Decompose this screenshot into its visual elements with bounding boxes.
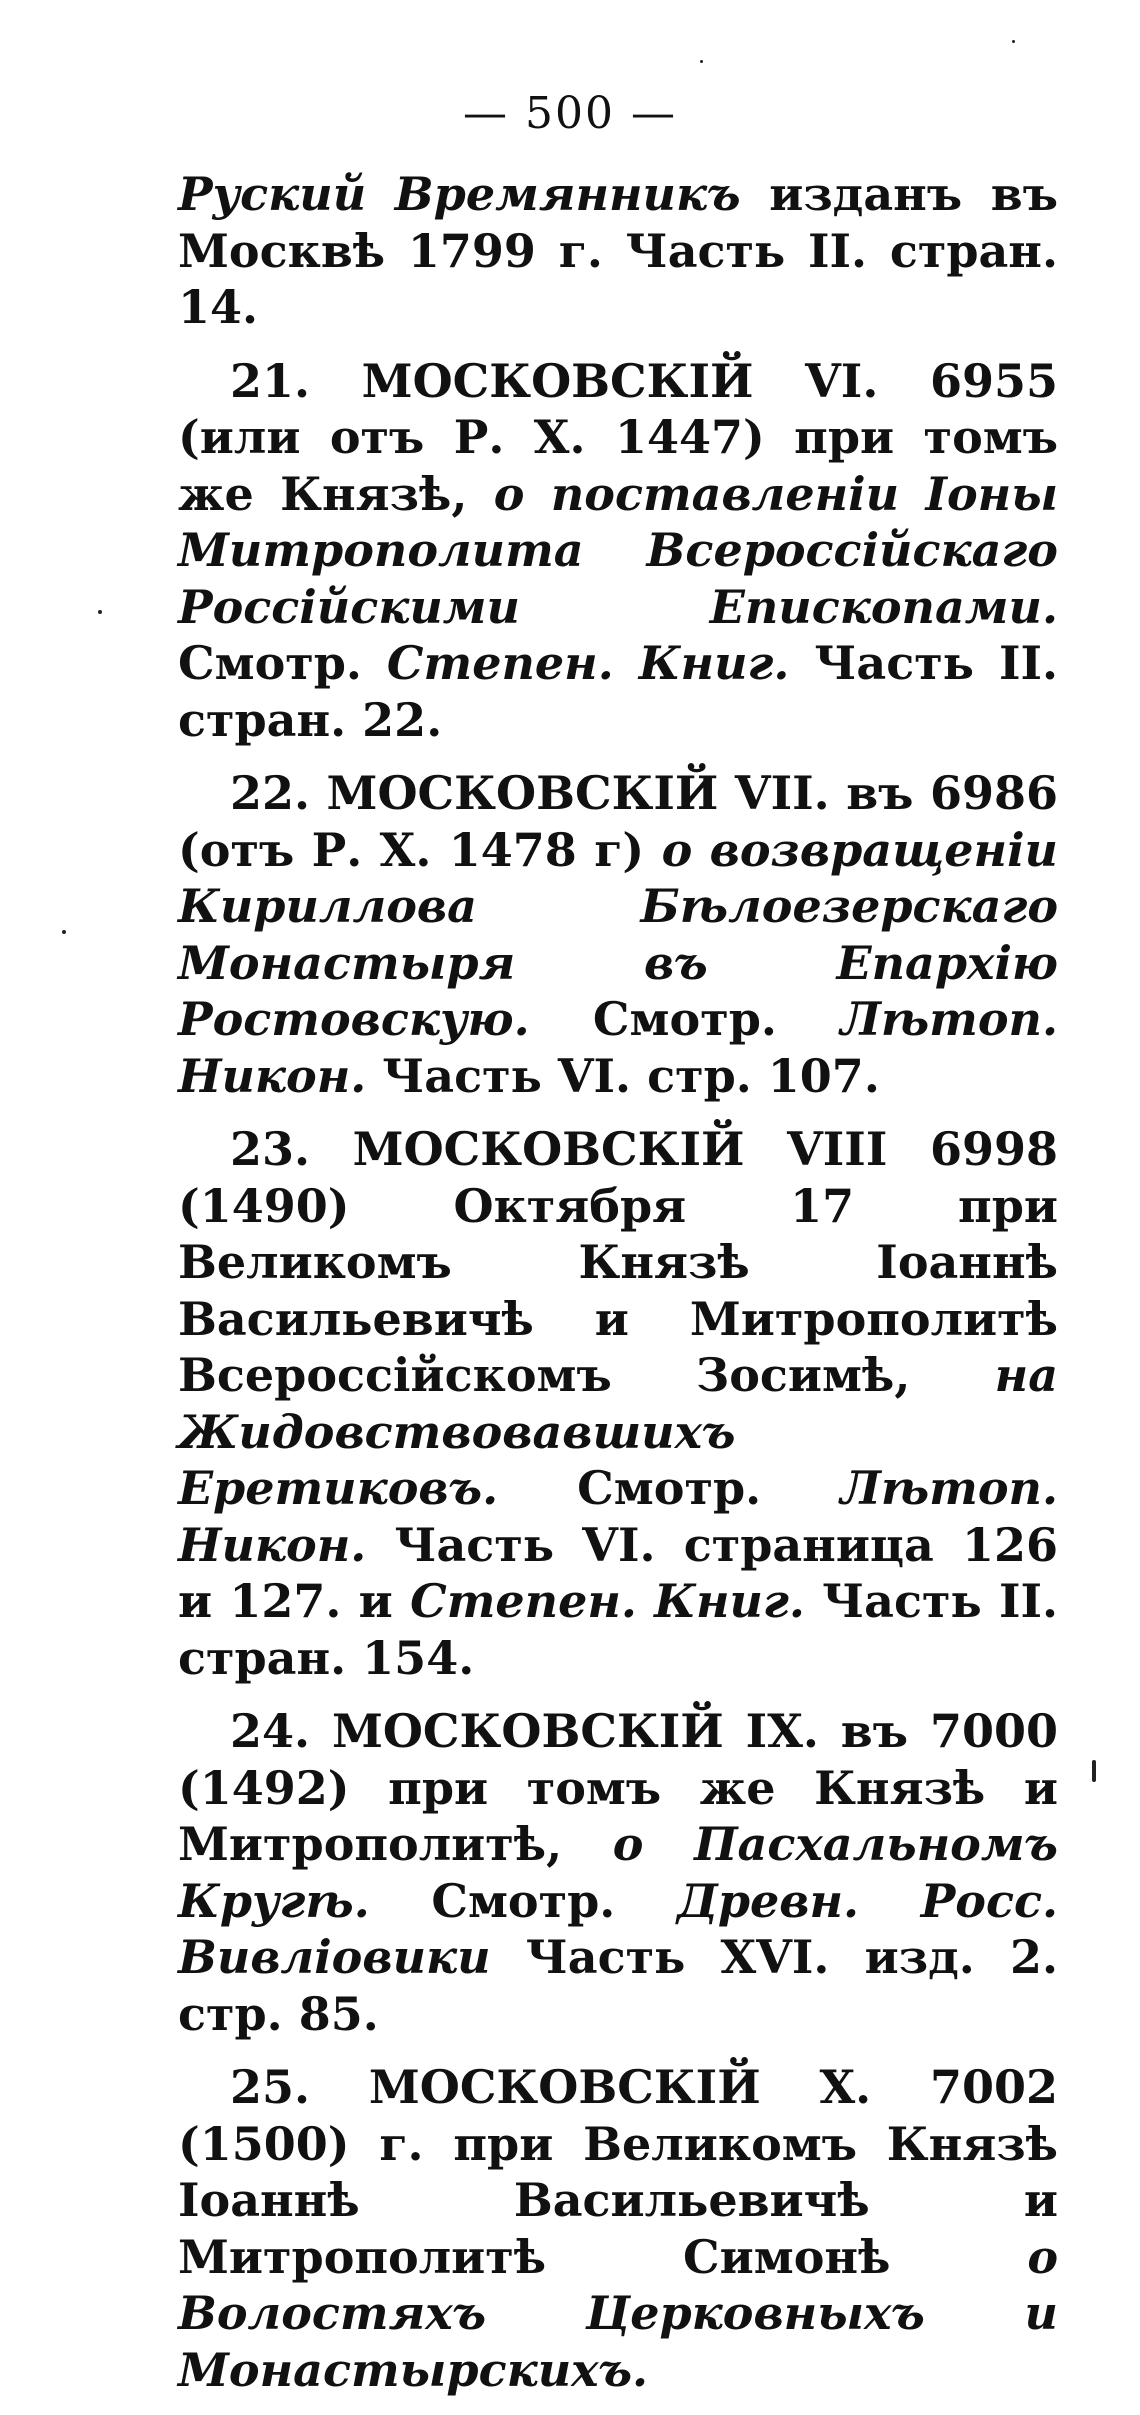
text-span: Древн. Росс. Вивліовики [178,1873,1058,1984]
paragraph-entry-21 [178,353,1058,749]
text-span: 24. МОСКОВСКІЙ IX. въ 7000 (1492) при томъ же Князѣ и Митрополитѣ, [178,1704,1058,1871]
text-span: 22. МОСКОВСКІЙ VII. въ 6986 (отъ Р. Х. 1478 г) [178,766,1058,877]
text-span: Смотр. [498,1461,841,1515]
text-span: о Волостяхъ Церковныхъ и Монастырскихъ. [178,2229,1058,2397]
print-speck [700,60,703,63]
text-span: 25. МОСКОВСКІЙ X. 7002 (1500) г. при Великомъ Князѣ Іоаннѣ Васильевичѣ и Митрополитѣ Симонѣ [178,2060,1058,2284]
print-speck [1012,40,1015,43]
print-speck [1092,1760,1096,1782]
paragraph-entry-25 [178,2059,1058,2398]
paragraph-entry-24 [178,1703,1058,2042]
text-span: Степен. Книг. [386,636,790,690]
text-span: на Жидовствовавшихъ Еретиковъ. [178,1348,1058,1515]
text-span: Часть VI. страница 126 и 127. и [178,1517,1058,1628]
paragraph-entry-22 [178,765,1058,1104]
page-body [178,166,1058,2415]
text-span: Лѣтоп. Никон. [178,1461,1058,1572]
text-span: 21. МОСКОВСКІЙ VI. 6955 (или отъ Р. Х. 1447) при томъ же Князѣ, [178,353,1058,521]
print-speck [62,930,66,934]
text-span: Часть II. стран. 22. [178,636,1058,747]
text-span: о поставленіи Іоны Митрополита Всероссійскаго Россійскими Епископами. [178,466,1058,634]
text-span: Смотр. [369,1873,677,1928]
text-span: Смотр. [178,636,387,690]
paragraph-entry-23 [178,1121,1058,1686]
text-span: изданъ въ Москвѣ 1799 г. Часть II. стран. 14. [178,167,1059,334]
text-span: Степен. Книг. [410,1574,805,1628]
text-span: о Пасхальномъ Кругѣ. [178,1817,1058,1928]
print-speck [98,610,102,614]
text-span: Часть II. стран. 154. [178,1574,1058,1685]
text-span: о возвращеніи Кириллова Бѣлоезерскаго Монастыря въ Епархію Ростовскую. [178,822,1058,1046]
text-span: Часть XVI. изд. 2. стр. 85. [178,1930,1058,2041]
text-span: Лѣтоп. Никон. [178,992,1058,1103]
page-number: — 500 — [463,88,677,139]
text-span: Смотр. [529,992,841,1046]
text-span: Часть VI. стр. 107. [366,1048,880,1103]
paragraph-continuation [178,166,1058,336]
text-span: Руский Времянникъ [178,167,741,221]
text-span: 23. МОСКОВСКІЙ VIII 6998 (1490) Октября 17 при Великомъ Князѣ Іоаннѣ Васильевичѣ и Митрополитѣ Всероссійскомъ Зосимѣ, [178,1122,1058,1402]
